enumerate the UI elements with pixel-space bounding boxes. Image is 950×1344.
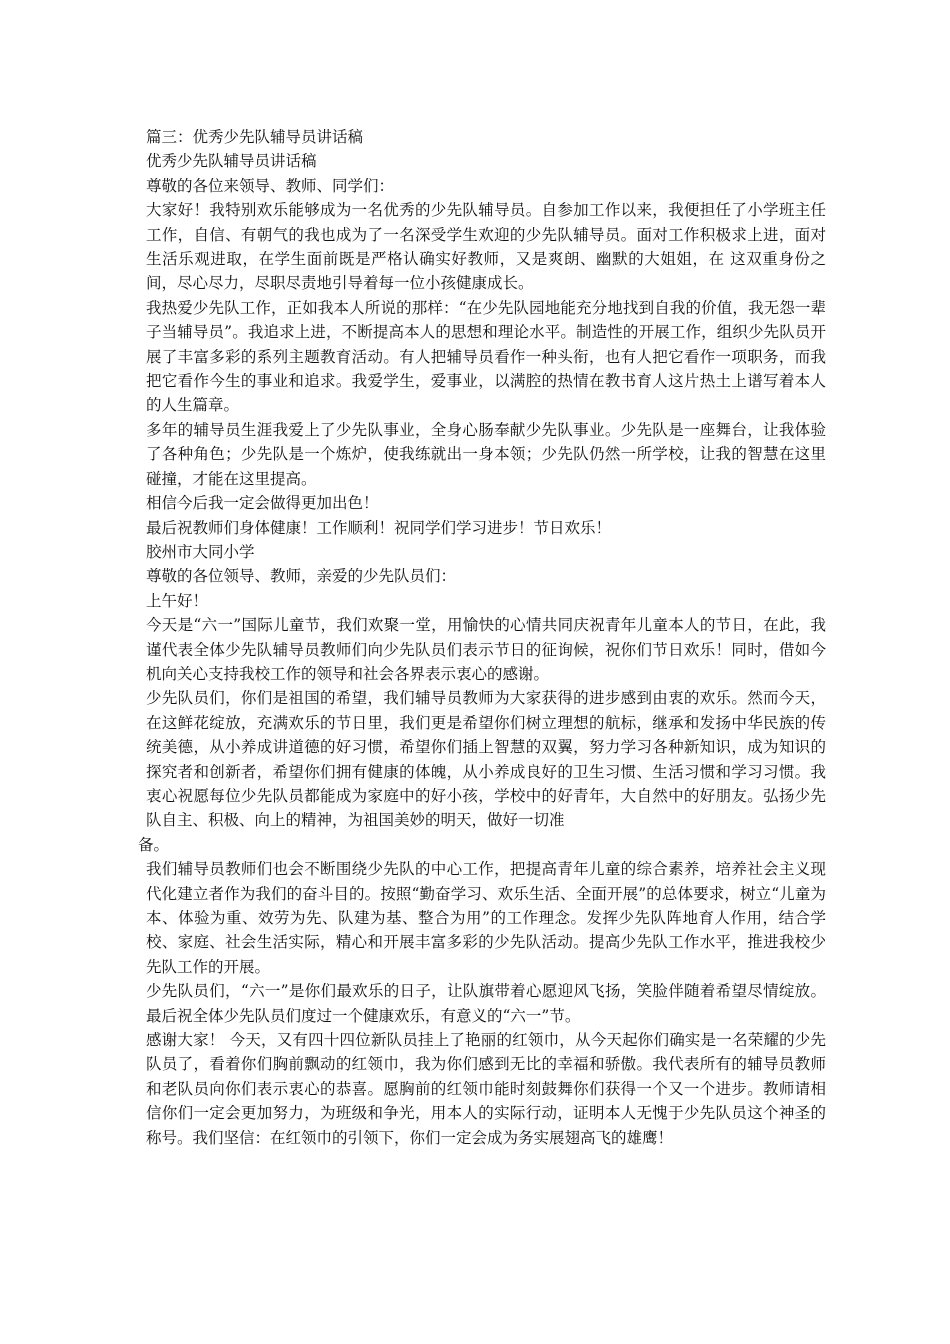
paragraph: 大家好！我特别欢乐能够成为一名优秀的少先队辅导员。自参加工作以来，我便担任了小学班主任工作，自信、有朝气的我也成为了一名深受学生欢迎的少先队辅导员。面对工作积极求上进，面对生活乐观进取，在学生面前既是严格认确实好教师，又是爽朗、幽默的大姐姐，在 这双重身份之间，尽心尽力，尽职尽责地引导着每一位小孩健康成长。 [146, 201, 826, 293]
section-title: 篇三：优秀少先队辅导员讲话稿 [146, 128, 364, 146]
speech-greeting: 尊敬的各位领导、教师，亲爱的少先队员们： [146, 567, 457, 586]
paragraph: 我热爱少先队工作，正如我本人所说的那样：“在少先队园地能充分地找到自我的价值，我无怨一辈子当辅导员”。我追求上进，不断提高本人的思想和理论水平。制造性的开展工作，组织少先队员开展了丰富多彩的系列主题教育活动。有人把辅导员看作一种头衔，也有人把它看作一项职务，而我把它看作今生的事业和追求。我爱学生，爱事业，以满腔的热情在教书育人这片热土上谱写着本人的人生篇章。 [146, 298, 826, 415]
paragraph: 少先队员们，你们是祖国的希望，我们辅导员教师为大家获得的进步感到由衷的欢乐。然而今天，在这鲜花绽放，充满欢乐的节日里，我们更是希望你们树立理想的航标，继承和发扬中华民族的传统美德，从小养成讲道德的好习惯，希望你们插上智慧的双翼，努力学习各种新知识，成为知识的探究者和创新者，希望你们拥有健康的体魄，从小养成良好的卫生习惯、生活习惯和学习习惯。我衷心祝愿每位少先队员都能成为家庭中的好小孩，学校中的好青年，大自然中的好朋友。弘扬少先队自主、积极、向上的精神，为祖国美妙的明天，做好一切准 [146, 689, 826, 830]
paragraph: 少先队员们，“六一”是你们最欢乐的日子，让队旗带着心愿迎风飞扬，笑脸伴随着希望尽情绽放。最后祝全体少先队员们度过一个健康欢乐，有意义的“六一”节。 [146, 982, 826, 1025]
speech-greeting: 尊敬的各位来领导、教师、同学们： [146, 176, 395, 195]
paragraph: 最后祝教师们身体健康！工作顺利！祝同学们学习进步！节日欢乐！ [146, 518, 612, 537]
signature: 胶州市大同小学 [146, 542, 255, 561]
document-body [138, 125, 826, 1150]
salutation: 上午好！ [146, 591, 209, 610]
paragraph: 今天是“六一”国际儿童节，我们欢聚一堂，用愉快的心情共同庆祝青年儿童本人的节日，在此，我谨代表全体少先队辅导员教师们向少先队员们表示节日的征询候，祝你们节日欢乐！同时，借如今机向关心支持我校工作的领导和社会各界表示衷心的感谢。 [146, 616, 826, 683]
paragraph-continuation: 备。 [138, 835, 170, 854]
paragraph: 我们辅导员教师们也会不断围绕少先队的中心工作，把提高青年儿童的综合素养，培养社会主义现代化建立者作为我们的奋斗目的。按照“勤奋学习、欢乐生活、全面开展”的总体要求，树立“儿童为本、体验为重、效劳为先、队建为基、整合为用”的工作理念。发挥少先队阵地育人作用，结合学校、家庭、社会生活实际，精心和开展丰富多彩的少先队活动。提高少先队工作水平，推进我校少先队工作的开展。 [146, 860, 826, 976]
paragraph: 相信今后我一定会做得更加出色！ [146, 494, 379, 513]
paragraph: 多年的辅导员生涯我爱上了少先队事业，全身心肠奉献少先队事业。少先队是一座舞台，让我体验了各种角色；少先队是一个炼炉，使我练就出一身本领；少先队仍然一所学校，让我的智慧在这里碰撞，才能在这里提高。 [146, 420, 826, 488]
speech-title: 优秀少先队辅导员讲话稿 [146, 152, 317, 171]
paragraph: 感谢大家！ 今天，又有四十四位新队员挂上了艳丽的红领巾，从今天起你们确实是一名荣耀的少先队员了，看着你们胸前飘动的红领巾，我为你们感到无比的幸福和骄傲。我代表所有的辅导员教师和老队员向你们表示衷心的恭喜。愿胸前的红领巾能时刻鼓舞你们获得一个又一个进步。教师请相信你们一定会更加努力，为班级和争光，用本人的实际行动，证明本人无愧于少先队员这个神圣的称号。我们坚信：在红领巾的引领下，你们一定会成为务实展翅高飞的雄鹰！ [146, 1031, 826, 1147]
